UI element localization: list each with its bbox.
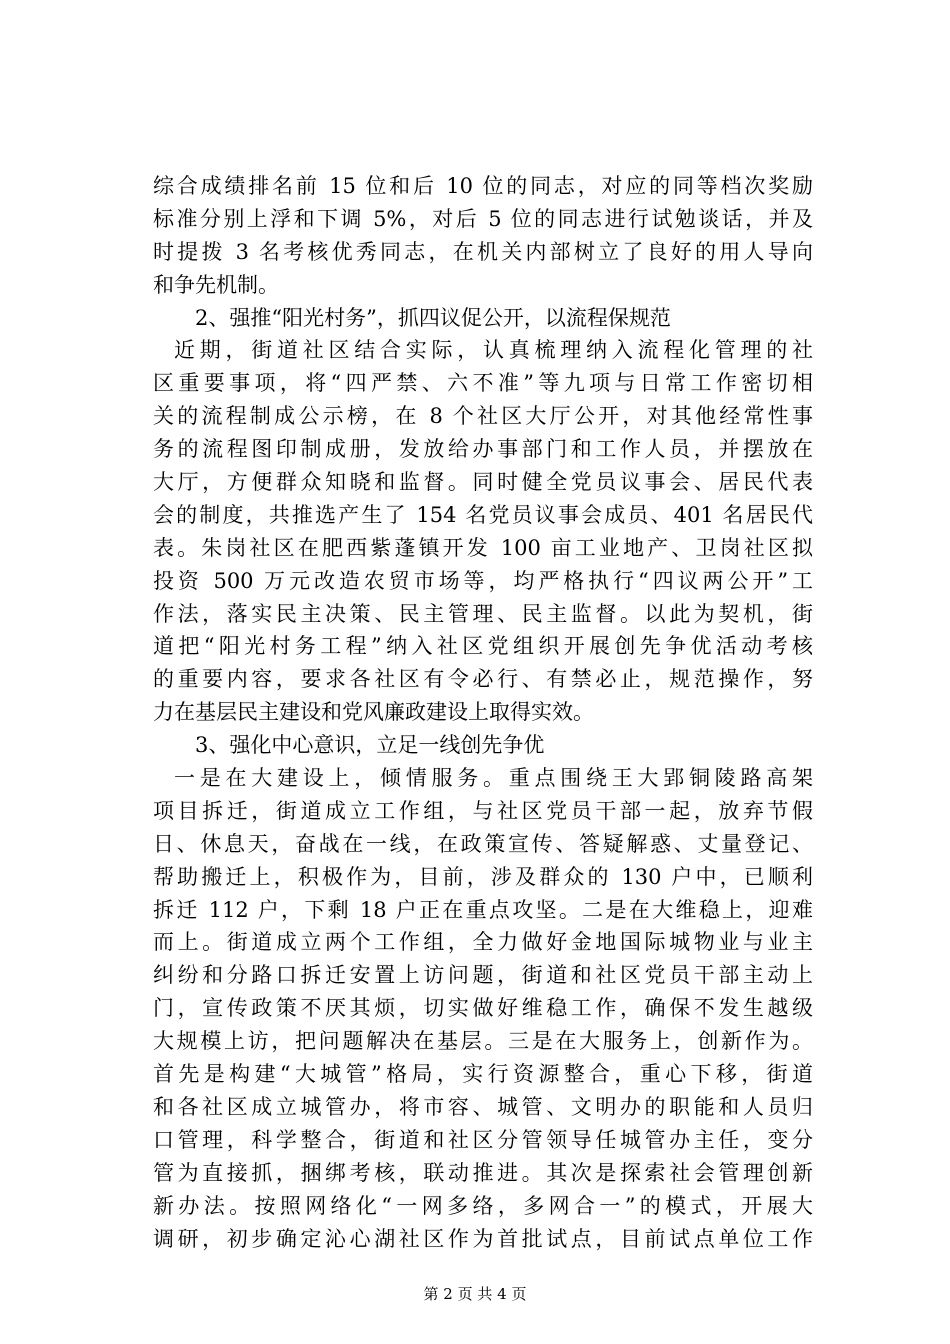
text-line: 和争先机制。 — [153, 272, 279, 297]
text-line: 门，宣传政策不厌其烦，切实做好维稳工作，确保不发生越级 — [153, 996, 813, 1021]
text-line: 调研，初步确定沁心湖社区作为首批试点，目前试点单位工作 — [153, 1226, 813, 1251]
text-line: 投资 500 万元改造农贸市场等，均严格执行“四议两公开”工 — [153, 568, 813, 593]
text-line: 2、强推“阳光村务”，抓四议促公开，以流程保规范 — [195, 305, 671, 330]
document-body — [153, 170, 813, 1255]
text-line: 项目拆迁，街道成立工作组，与社区党员干部一起，放弃节假 — [153, 798, 813, 823]
text-line: 大厅，方便群众知晓和监督。同时健全党员议事会、居民代表 — [153, 470, 813, 495]
text-line: 会的制度，共推选产生了 154 名党员议事会成员、401 名居民代 — [153, 502, 813, 527]
text-line: 标准分别上浮和下调 5%，对后 5 位的同志进行试勉谈话，并及 — [153, 206, 813, 231]
text-line: 管为直接抓，捆绑考核，联动推进。其次是探索社会管理创新 — [153, 1160, 813, 1185]
text-line: 3、强化中心意识，立足一线创先争优 — [195, 733, 545, 758]
text-line: 务的流程图印制成册，发放给办事部门和工作人员，并摆放在 — [153, 437, 813, 462]
text-line: 一是在大建设上，倾情服务。重点围绕王大郢铜陵路高架 — [174, 766, 813, 791]
text-line: 帮助搬迁上，积极作为，目前，涉及群众的 130 户中，已顺利 — [153, 864, 813, 889]
text-line: 关的流程制成公示榜，在 8 个社区大厅公开，对其他经常性事 — [153, 404, 813, 429]
text-line: 而上。街道成立两个工作组，全力做好金地国际城物业与业主 — [153, 930, 813, 955]
text-line: 口管理，科学整合，街道和社区分管领导任城管办主任，变分 — [153, 1127, 813, 1152]
text-line: 和各社区成立城管办，将市容、城管、文明办的职能和人员归 — [153, 1094, 813, 1119]
text-line: 时提拨 3 名考核优秀同志，在机关内部树立了良好的用人导向 — [153, 239, 813, 264]
text-line: 近期，街道社区结合实际，认真梳理纳入流程化管理的社 — [174, 338, 813, 363]
text-line: 日、休息天，奋战在一线，在政策宣传、答疑解惑、丈量登记、 — [153, 831, 813, 856]
text-line: 纠纷和分路口拆迁安置上访问题，街道和社区党员干部主动上 — [153, 963, 813, 988]
text-line: 区重要事项，将“四严禁、六不准”等九项与日常工作密切相 — [153, 371, 813, 396]
text-line: 力在基层民主建设和党风廉政建设上取得实效。 — [153, 700, 594, 725]
text-line: 新办法。按照网络化“一网多络，多网合一”的模式，开展大 — [153, 1193, 813, 1218]
text-line: 作法，落实民主决策、民主管理、民主监督。以此为契机，街 — [153, 601, 813, 626]
text-line: 首先是构建“大城管”格局，实行资源整合，重心下移，街道 — [153, 1062, 813, 1087]
text-line: 大规模上访，把问题解决在基层。三是在大服务上，创新作为。 — [153, 1029, 813, 1054]
page-footer: 第 2 页 共 4 页 — [423, 1285, 527, 1303]
text-line: 拆迁 112 户，下剩 18 户正在重点攻坚。二是在大维稳上，迎难 — [153, 897, 813, 922]
text-line: 综合成绩排名前 15 位和后 10 位的同志，对应的同等档次奖励 — [153, 174, 813, 198]
text-line: 道把“阳光村务工程”纳入社区党组织开展创先争优活动考核 — [153, 634, 813, 659]
text-line: 的重要内容，要求各社区有令必行、有禁必止，规范操作，努 — [153, 667, 813, 692]
text-line: 表。朱岗社区在肥西紫蓬镇开发 100 亩工业地产、卫岗社区拟 — [153, 535, 813, 560]
